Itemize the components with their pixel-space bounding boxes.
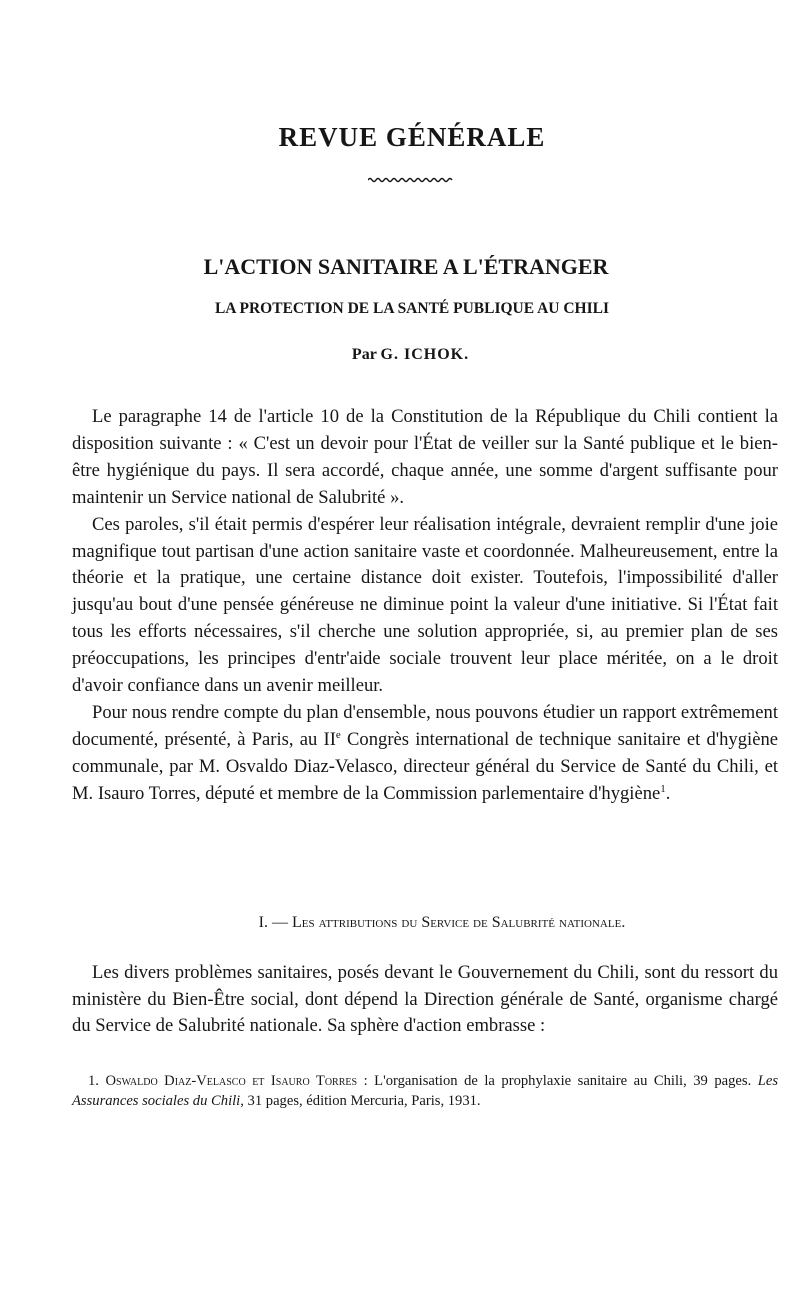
paragraph-3 [72, 700, 778, 808]
section-paragraph-1: Les divers problèmes sanitaires, posés devant le Gouvernement du Chili, sont du ressort du ministère du Bien-Être social, dont dépend la Direction générale de Santé, organisme chargé du Service de Salubrité nationale. Sa sphère d'action embrasse : [72, 962, 778, 1037]
byline [0, 346, 800, 364]
footnote-number: 1. [88, 1073, 106, 1089]
footnote-1 [72, 1072, 778, 1111]
journal-title: REVUE GÉNÉRALE [278, 122, 546, 152]
paragraph-2: Ces paroles, s'il était permis d'espérer leur réalisation intégrale, devraient remplir d'une joie magnifique tout partisan d'une action sanitaire vaste et coordonnée. Malheureusement, entre la théorie et la pratique, une certaine distance doit exister. Toutefois, l'impossibilité d'aller jusqu'au bout d'une pensée généreuse ne diminue point la valeur d'une initiative. Si l'État fait tous les efforts nécessaires, s'il cherche une solution appropriée, si, au premier plan de ses préoccupations, les principes d'entr'aide sociale trouvent leur place méritée, on a le droit d'avoir confiance dans un avenir meilleur. [72, 513, 778, 697]
footnote-authors: Oswaldo Diaz-Velasco et Isauro Torres [105, 1073, 358, 1089]
article-subtitle: LA PROTECTION DE LA SANTÉ PUBLIQUE AU CHILI [214, 300, 610, 317]
footnote-text-2: , 31 pages, édition Mercuria, Paris, 1931. [240, 1092, 481, 1109]
footnote-text-1: : L'organisation de la prophylaxie sanitaire au Chili, 39 pages. [357, 1073, 758, 1089]
section-heading: I. — Les attributions du Service de Salubrité nationale. [258, 914, 626, 931]
paragraph-1: Le paragraphe 14 de l'article 10 de la Constitution de la République du Chili contient la disposition suivante : « C'est un devoir pour l'État de veiller sur la Santé publique et le bien-être hygiénique du pays. Il sera accordé, chaque année, une somme d'argent suffisante pour maintenir un Service national de Salubrité ». [72, 406, 778, 508]
paragraph-3-end: . [665, 782, 671, 804]
footnote-marker: 1 [660, 782, 666, 795]
author-name: G. ICHOK [380, 346, 465, 363]
byline-prefix: Par [351, 346, 381, 363]
footnote-italic-title: Les Assurances sociales du Chili [72, 1073, 779, 1109]
article-title: L'ACTION SANITAIRE A L'ÉTRANGER [203, 254, 609, 279]
ornament-divider [368, 176, 454, 186]
footnote [72, 1072, 778, 1111]
paragraph-3-middle: Congrès international de technique sanitaire et d'hygiène communale, par M. Osvaldo Diaz-Velasco, directeur général du Service de Santé du Chili, et M. Isauro Torres, député et membre de la Commission parlementaire d'hygiène [72, 728, 778, 804]
paragraph-3-start: Pour nous rendre compte du plan d'ensemble, nous pouvons étudier un rapport extrêmement documenté, présenté, à Paris, au II [72, 701, 778, 750]
ordinal-superscript: e [335, 728, 341, 741]
article-body [72, 404, 778, 808]
section-body [72, 960, 778, 1040]
byline-suffix: . [464, 346, 469, 363]
